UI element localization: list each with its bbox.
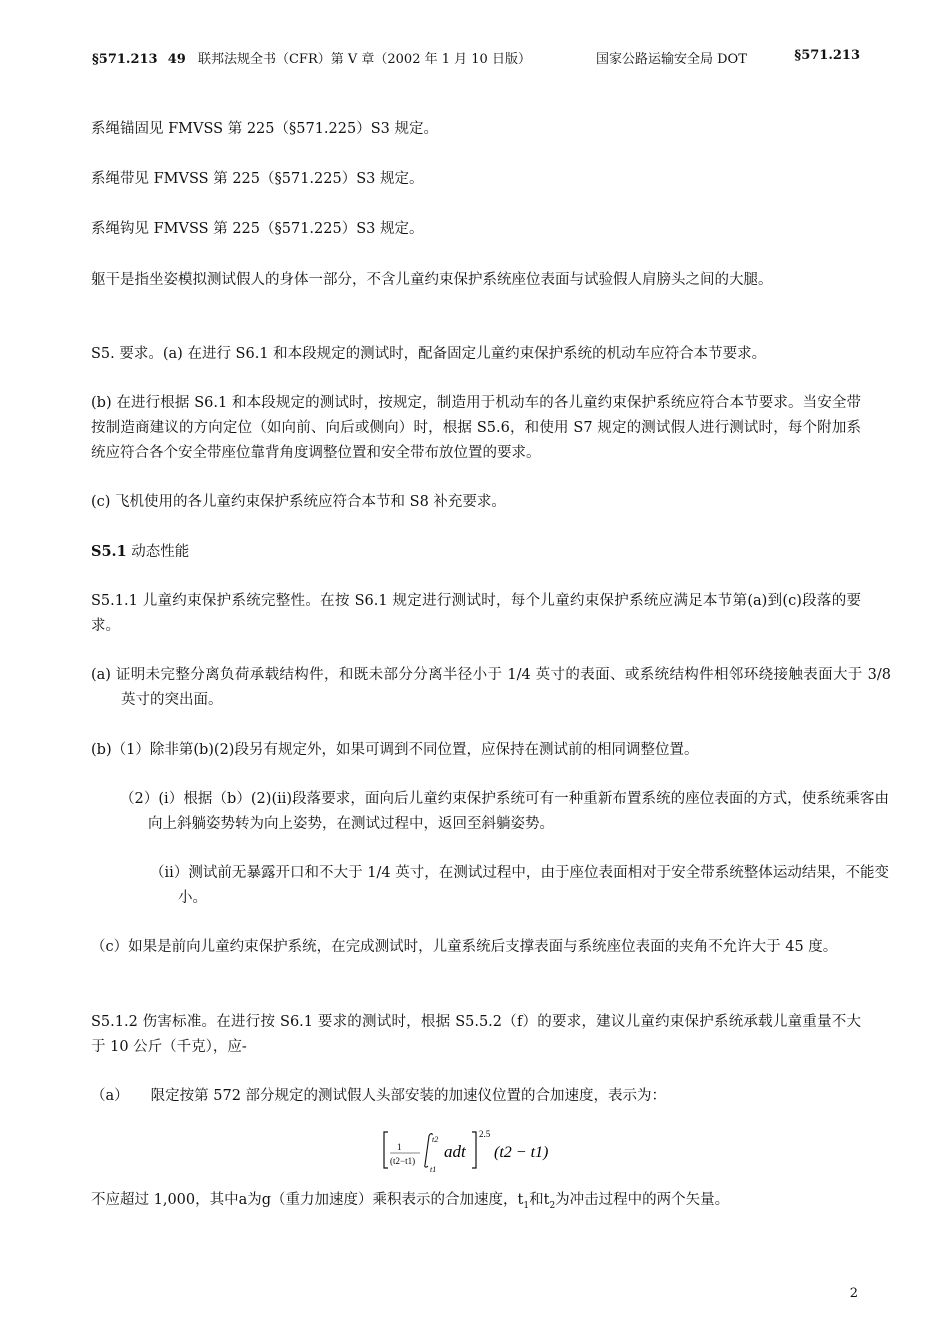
header-right-section: §571.213 <box>794 48 860 63</box>
integrand: adt <box>444 1142 466 1161</box>
paragraph-s5-1-1: S5.1.1 儿童约束保护系统完整性。在按 S6.1 规定进行测试时，每个儿童约束保护系统应满足本节第(a)到(c)段落的要求。 <box>91 593 861 634</box>
t1-subscript: 1 <box>523 1200 530 1211</box>
item-text: 限定按第 572 部分规定的测试假人头部安装的加速仪位置的合加速度，表示为： <box>150 1088 667 1104</box>
paragraph-tether-anchorage: 系绳锚固见 FMVSS 第 225（§571.225）S3 规定。 <box>91 121 438 137</box>
header-title: 联邦法规全书（CFR）第 V 章（2002 年 1 月 10 日版） <box>197 52 531 67</box>
left-bracket <box>384 1132 388 1168</box>
header-left <box>92 48 531 67</box>
paragraph-s5-a: S5. 要求。(a) 在进行 S6.1 和本段规定的测试时，配备固定儿童约束保护系统的机动车应符合本节要求。 <box>91 346 767 362</box>
section-number: S5.1 <box>91 543 127 560</box>
paragraph-s5-1-1-a: (a) 证明未完整分离负荷承载结构件，和既未部分分离半径小于 1/4 英寸的表面、或系统结构件相邻环绕接触表面大于 3/8 英寸的突出面。 <box>91 667 891 708</box>
paragraph-hic-limit <box>91 1188 861 1219</box>
hic-text-2: 和t <box>529 1192 550 1208</box>
right-bracket <box>472 1132 476 1168</box>
paragraph-s5-1-1-c: （c）如果是前向儿童约束保护系统，在完成测试时，儿童系统后支撑表面与系统座位表面的夹角不允许大于 45 度。 <box>91 939 838 955</box>
exponent: 2.5 <box>479 1129 491 1139</box>
paragraph-s5-b: (b) 在进行根据 S6.1 和本段规定的测试时，按规定，制造用于机动车的各儿童约束保护系统应符合本节要求。当安全带按制造商建议的方向定位（如向前、向后或侧向）时，根据 S5.6，和使用 S7 规定的测试假人进行测试时，每个附加系统应符合各个安全带座位靠背角度调整位置和安全带布放位置的要求。 <box>91 395 861 461</box>
section-heading-s5-1 <box>91 539 861 565</box>
formula-one: 1 <box>397 1142 402 1152</box>
t2-subscript: 2 <box>549 1200 556 1211</box>
paragraph-s5-1-1-b2ii: （ii）测试前无暴露开口和不大于 1/4 英寸，在测试过程中，由于座位表面相对于安全带系统整体运动结果，不能变小。 <box>150 865 889 906</box>
page-header <box>92 48 860 68</box>
paragraph-tether-strap: 系绳带见 FMVSS 第 225（§571.225）S3 规定。 <box>91 171 424 187</box>
section-title: 动态性能 <box>126 544 190 560</box>
header-part: 49 <box>167 52 186 67</box>
paragraph-s5-1-2-a <box>91 1084 861 1109</box>
integral-upper: t2 <box>432 1135 439 1144</box>
header-section: §571.213 <box>92 52 158 67</box>
hic-text-3: 为冲击过程中的两个矢量。 <box>555 1192 730 1208</box>
paragraph-torso-definition: 躯干是指坐姿模拟测试假人的身体一部分，不含儿童约束保护系统座位表面与试验假人肩膀头之间的大腿。 <box>91 272 773 288</box>
paragraph-s5-1-2: S5.1.2 伤害标准。在进行按 S6.1 要求的测试时，根据 S5.5.2（f）的要求，建议儿童约束保护系统承载儿童重量不大于 10 公斤（千克），应- <box>91 1014 861 1055</box>
hic-formula <box>380 1124 580 1176</box>
hic-text-1: 不应超过 1,000，其中a为g（重力加速度）乘积表示的合加速度，t <box>91 1192 524 1208</box>
page-number: 2 <box>849 1286 858 1301</box>
item-label: （a） <box>91 1088 129 1104</box>
paragraph-s5-1-1-b2i: （2）(i）根据（b）(2)(ii)段落要求，面向后儿童约束保护系统可有一种重新布置系统的座位表面的方式，使系统乘客由向上斜躺姿势转为向上姿势，在测试过程中，返回至斜躺姿势。 <box>120 791 889 832</box>
integral-lower: t1 <box>430 1165 437 1174</box>
formula-tail: (t2 − t1) <box>494 1144 549 1161</box>
formula-denominator: (t2−t1) <box>390 1156 416 1166</box>
header-agency: 国家公路运输安全局 DOT <box>596 52 747 67</box>
paragraph-s5-c: (c) 飞机使用的各儿童约束保护系统应符合本节和 S8 补充要求。 <box>91 494 506 510</box>
paragraph-s5-1-1-b1: (b)（1）除非第(b)(2)段另有规定外，如果可调到不同位置，应保持在测试前的相同调整位置。 <box>91 742 699 758</box>
paragraph-tether-hook: 系绳钩见 FMVSS 第 225（§571.225）S3 规定。 <box>91 221 424 237</box>
